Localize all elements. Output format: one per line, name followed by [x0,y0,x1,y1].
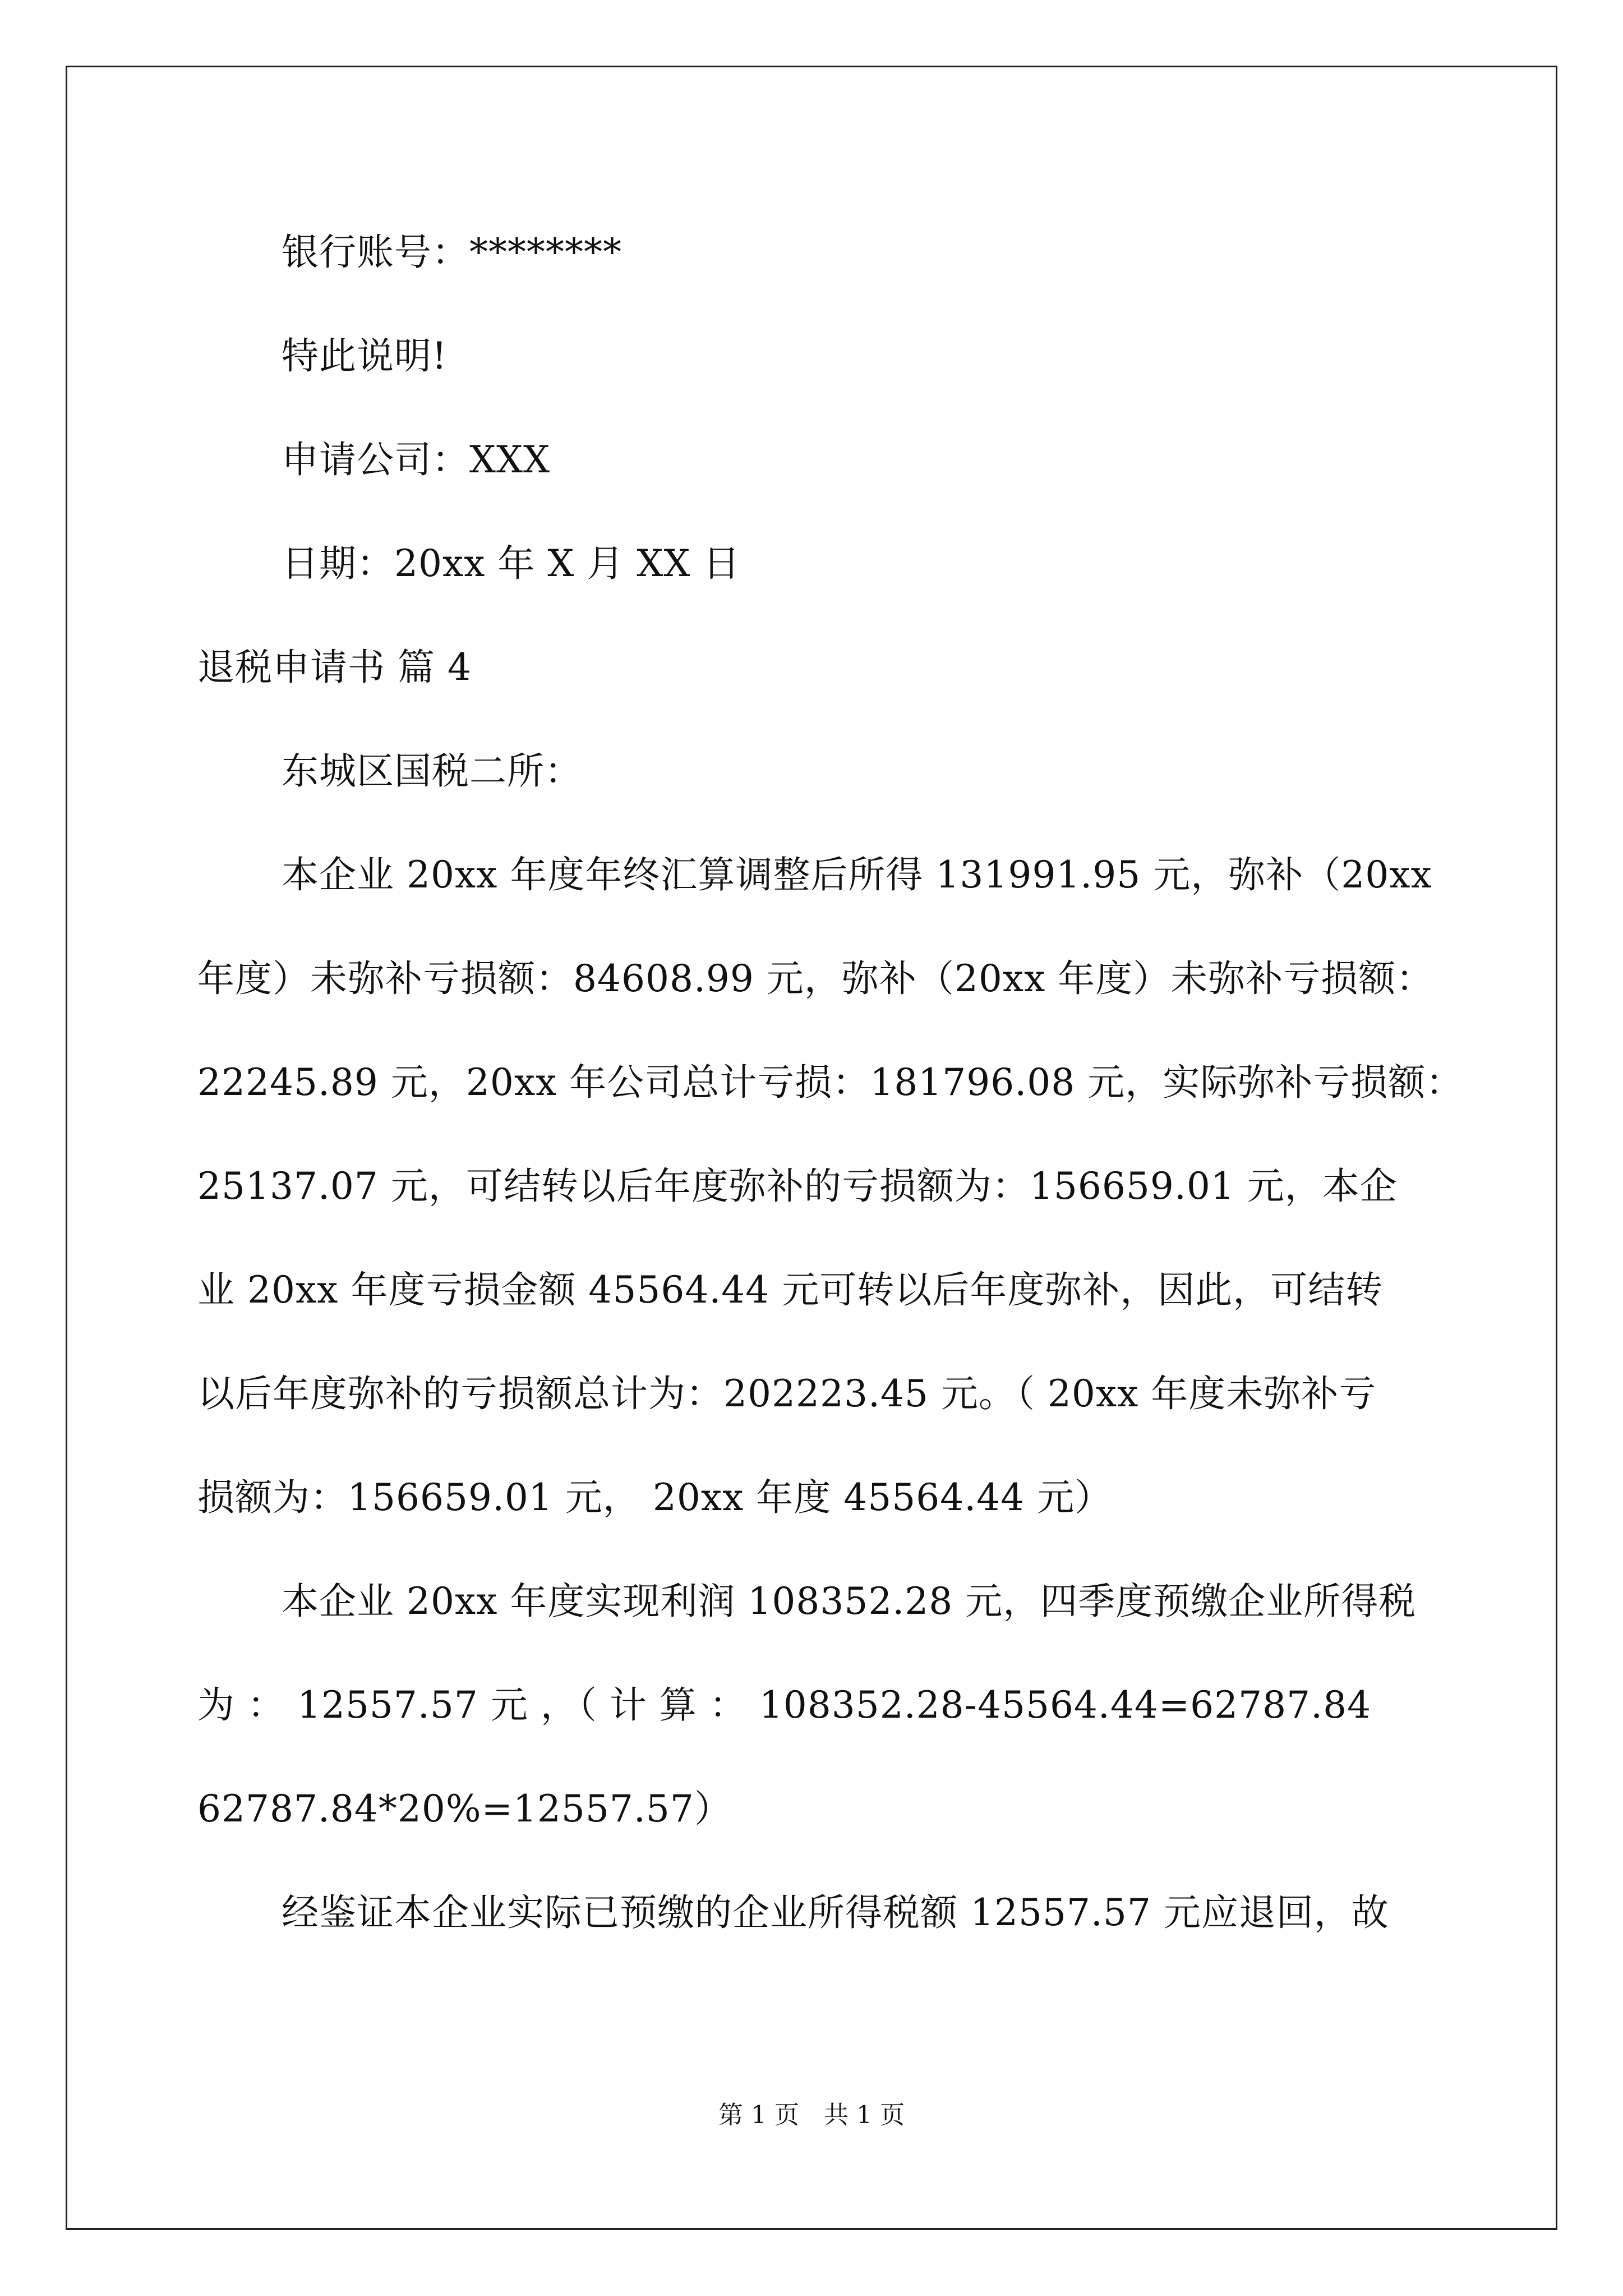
paragraph-line: 年度）未弥补亏损额：84608.99 元，弥补（20xx 年度）未弥补亏损额： [197,957,1434,1000]
paragraph-line: 62787.84*20%=12557.57） [197,1787,732,1830]
date-line: 日期：20xx 年 X 月 XX 日 [282,542,741,585]
bank-account-line: 银行账号：******** [282,231,622,274]
paragraph-line: 以后年度弥补的亏损额总计为：202223.45 元。（ 20xx 年度未弥补亏 [197,1372,1377,1415]
section-heading: 退税申请书 篇 4 [197,646,472,689]
paragraph-line: 25137.07 元，可结转以后年度弥补的亏损额为：156659.01 元，本企 [197,1165,1398,1208]
paragraph-line: 22245.89 元，20xx 年公司总计亏损：181796.08 元，实际弥补亏损额： [197,1061,1464,1104]
statement-line: 特此说明! [282,334,448,378]
paragraph-line: 为 ： 12557.57 元 ，（ 计 算 ： 108352.28-45564.44=62787.84 [197,1683,1372,1727]
paragraph-line: 本企业 20xx 年度实现利润 108352.28 元，四季度预缴企业所得税 [282,1580,1417,1623]
applicant-company-line: 申请公司：XXX [282,438,550,481]
addressee-line: 东城区国税二所： [282,749,582,793]
paragraph-line: 本企业 20xx 年度年终汇算调整后所得 131991.95 元，弥补（20xx [282,853,1432,896]
paragraph-line: 经鉴证本企业实际已预缴的企业所得税额 12557.57 元应退回，故 [282,1891,1389,1934]
paragraph-line: 损额为：156659.01 元， 20xx 年度 45564.44 元） [197,1476,1113,1519]
page-footer: 第 1 页 共 1 页 [718,2101,905,2129]
paragraph-line: 业 20xx 年度亏损金额 45564.44 元可转以后年度弥补，因此，可结转 [197,1268,1384,1312]
